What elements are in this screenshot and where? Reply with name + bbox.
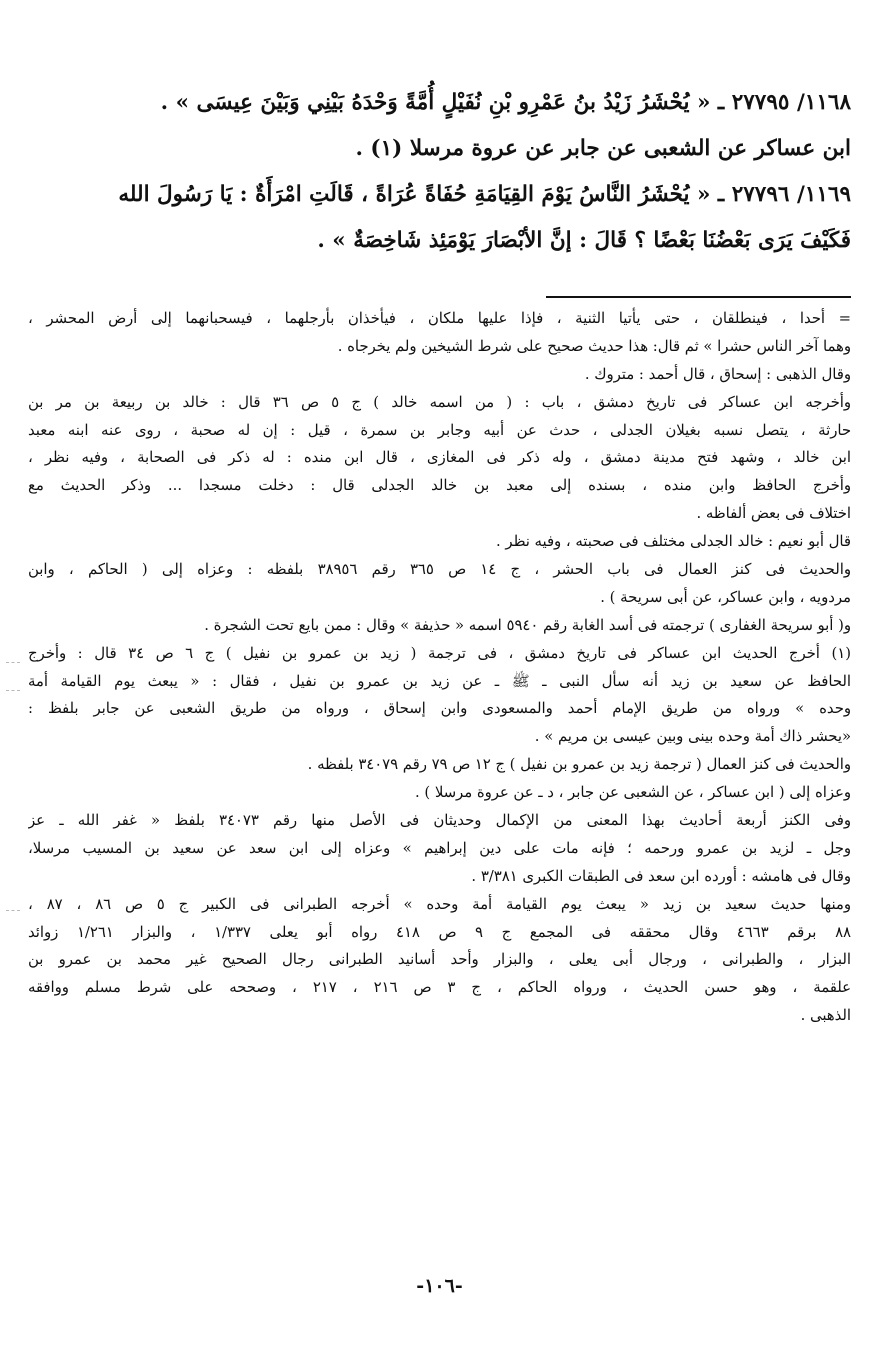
footnote-line: قال أبو نعيم : خالد الجدلى مختلف فى صحبته ، وفيه نظر . — [496, 533, 851, 551]
hadith-27795-line: ١١٦٨/ ٢٧٧٩٥ ـ « يُحْشَرُ زَيْدُ بنُ عَمْرِو بْنِ نُفَيْلٍ أُمَّةً وَحْدَهُ بَيْنِي وَبَيْنَ عِيسَى » . — [160, 90, 851, 115]
footnote-line: ٨٨ برقم ٤٦٦٣ وقال محققه فى المجمع ج ٩ ص ٤١٨ رواه أبو يعلى ١/٣٣٧ ، والبزار ١/٢٦١ زوائد — [28, 923, 851, 941]
footnote-line: الحافظ عن سعيد بن زيد أنه سأل النبى ـ ﷺ ـ عن زيد بن عمرو بن نفيل ، فقال : « يبعث يوم القيامة أمة — [28, 672, 851, 690]
margin-scan-mark — [6, 662, 20, 663]
margin-scan-mark — [6, 690, 20, 691]
footnote-line: الذهبى . — [800, 1007, 851, 1025]
footnote-divider — [546, 296, 851, 298]
footnote-line: وجل ـ لزيد بن عمرو ورحمه ؛ فإنه مات على دين إبراهيم » وعزاه إلى ابن سعد عن سعيد بن المسيب مرسلا، — [28, 839, 851, 857]
footnote-line: والحديث فى كنز العمال فى باب الحشر ، ج ١٤ ص ٣٦٥ رقم ٣٨٩٥٦ بلفظه : وعزاه إلى ( الحاكم ، وابن — [28, 561, 851, 579]
footnote-line: البزار ، والطبرانى ، ورجال أبى يعلى ، والبزار وأحد أسانيد الطبرانى رجال الصحيح غير محمد بن عمرو بن — [28, 951, 851, 969]
footnote-line: ابن خالد ، وشهد فتح مدينة دمشق ، وله ذكر فى المغازى ، قال ابن منده : له ذكر فى الصحابة ، وفيه نظر ، — [28, 449, 851, 467]
hadith-27796-line-1: ١١٦٩/ ٢٧٧٩٦ ـ « يُحْشَرُ النَّاسُ يَوْمَ القِيَامَةِ حُفَاةً عُرَاةً ، قَالَتِ امْرَأَةٌ : يَا رَسُولَ الله — [118, 182, 851, 207]
footnotes-block — [28, 305, 851, 1030]
hadith-27795-source-line: ابن عساكر عن الشعبى عن جابر عن عروة مرسلا (١) . — [355, 136, 851, 161]
footnote-line: مردويه ، وابن عساكر، عن أبى سريحة ) . — [600, 588, 851, 606]
footnote-line: وأخرج الحافظ وابن منده ، بسنده إلى معبد بن خالد الجدلى قال : دخلت مسجدا ... وذكر الحديث مع — [28, 477, 851, 495]
footnote-line: وهما آخر الناس حشرا » ثم قال: هذا حديث صحيح على شرط الشيخين ولم يخرجاه . — [337, 337, 851, 355]
footnote-line: اختلاف فى بعض ألفاظه . — [696, 505, 851, 523]
footnote-line: حارثة ، يتصل نسبه بغيلان الجدلى ، حدث عن أبيه وجابر بن سمرة ، قيل : إن له صحبة ، روى عنه ابنه معبد — [28, 421, 851, 439]
main-hadith-text — [28, 80, 851, 264]
footnote-1-line: (١) أخرج الحديث ابن عساكر فى تاريخ دمشق ، فى ترجمة ( زيد بن عمرو بن نفيل ) ج ٦ ص ٣٤ قال : وأخرج — [28, 644, 851, 662]
footnote-line: وفى الكنز أربعة أحاديث بهذا المعنى من الإكمال وحديثان فى الأصل منها رقم ٣٤٠٧٣ بلفظ « غفر الله ـ عز — [28, 812, 851, 830]
footnote-line: «يحشر ذاك أمة وحده بينى وبين عيسى بن مريم » . — [534, 728, 851, 746]
margin-scan-mark — [6, 910, 20, 911]
footnote-line: ومنها حديث سعيد بن زيد « يبعث يوم القيامة أمة وحده » أخرجه الطبرانى فى الكبير ج ٥ ص ٨٦ ، ٨٧ ، — [28, 895, 851, 913]
document-page — [28, 0, 851, 1361]
footnote-line: وأخرجه ابن عساكر فى تاريخ دمشق ، باب : ( من اسمه خالد ) ج ٥ ص ٣٦ قال : خالد بن ربيعة بن مر بن — [28, 393, 851, 411]
hadith-27796-line-2: فَكَيْفَ يَرَى بَعْضُنَا بَعْضًا ؟ قَالَ : إنَّ الأبْصَارَ يَوْمَئِذ شَاخِصَةٌ » . — [317, 228, 851, 253]
footnote-line: علقمة ، وهو حسن الحديث ، ورواه الحاكم ، ج ٣ ص ٢١٦ ، ٢١٧ ، وصححه على شرط مسلم ووافقه — [28, 979, 851, 997]
footnote-line: وقال فى هامشه : أورده ابن سعد فى الطبقات الكبرى ٣/٣٨١ . — [471, 867, 851, 885]
footnote-line: وعزاه إلى ( ابن عساكر ، عن الشعبى عن جابر ، د ـ عن عروة مرسلا ) . — [414, 784, 851, 802]
footnote-line: وقال الذهبى : إسحاق ، قال أحمد : متروك . — [584, 365, 851, 383]
page-number: -١٠٦- — [416, 1275, 463, 1297]
footnote-line: و( أبو سريحة الغفارى ) ترجمته فى أسد الغابة رقم ٥٩٤٠ اسمه « حذيفة » وقال : ممن بايع تحت الشجرة . — [204, 616, 851, 634]
footnote-line: والحديث فى كنز العمال ( ترجمة زيد بن عمرو بن نفيل ) ج ١٢ ص ٧٩ رقم ٣٤٠٧٩ بلفظه . — [307, 756, 851, 774]
footnote-line: وحده » ورواه من طريق الإمام أحمد والمسعودى وابن إسحاق ، ورواه من طريق الشعبى عن جابر بلفظ : — [28, 700, 851, 718]
footnote-line: = أحدا ، فينطلقان ، حتى يأتيا الثنية ، فإذا عليها ملكان ، فيأخذان بأرجلهما ، فيسحبانهما إلى أرض المحشر ، — [28, 310, 851, 327]
